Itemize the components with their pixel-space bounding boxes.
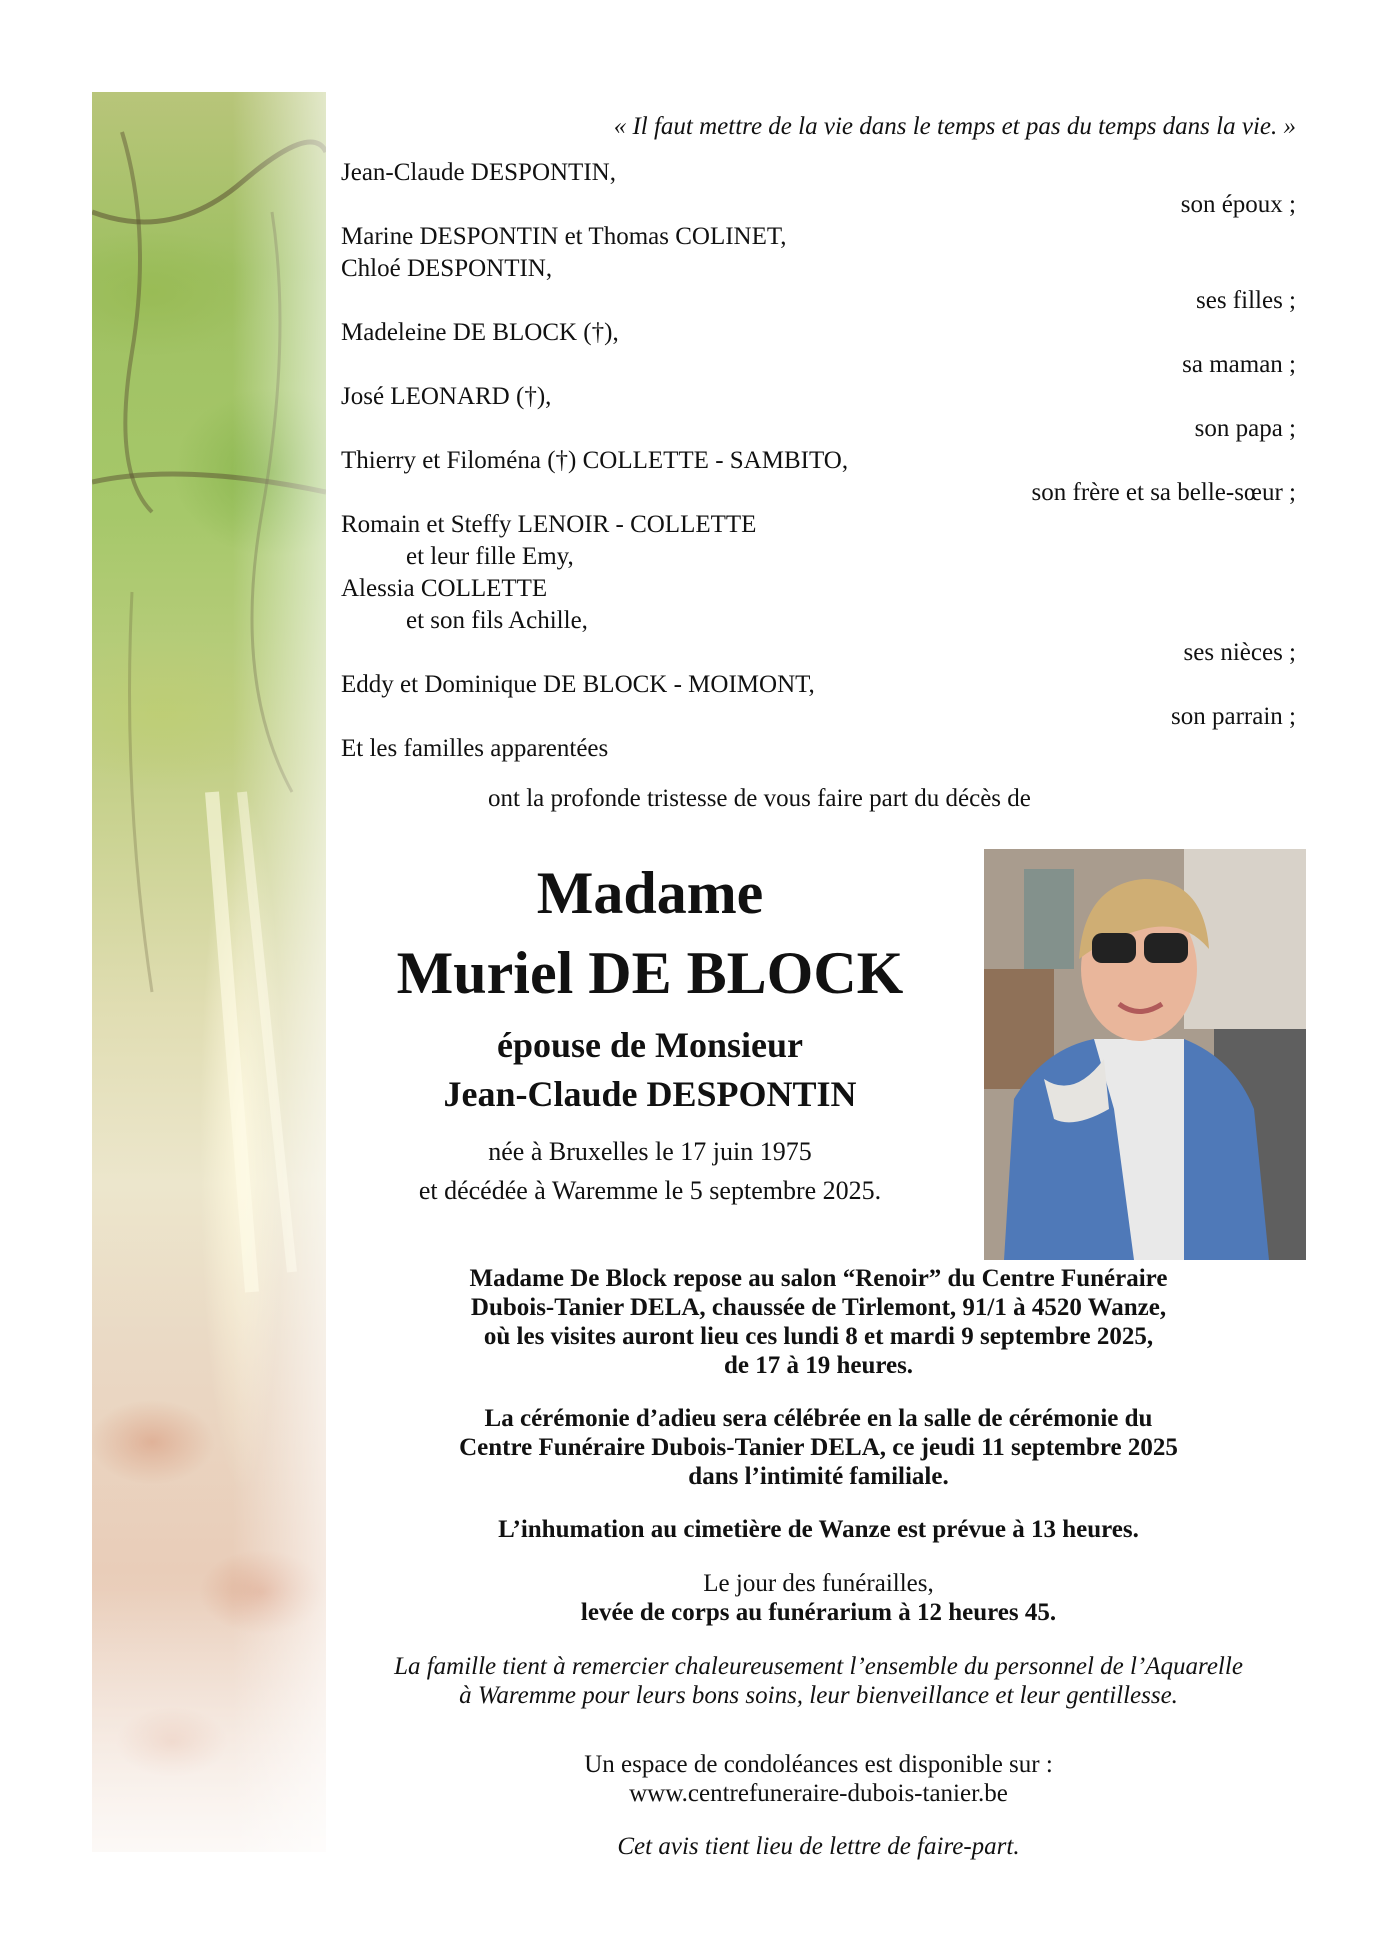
salon-line-2: Dubois-Tanier DELA, chaussée de Tirlemont, 91/1 à 4520 Wanze,	[470, 1294, 1167, 1321]
relation-husband: son époux ;	[1180, 191, 1296, 218]
salon-line-4: de 17 à 19 heures.	[723, 1352, 914, 1379]
relation-mother: sa maman ;	[1182, 351, 1296, 378]
spouse-line-2: Jean-Claude DESPONTIN	[443, 1074, 857, 1114]
family-brother: Thierry et Filoména (†) COLLETTE - SAMBITO,	[341, 447, 849, 474]
family-relatives: Et les familles apparentées	[341, 735, 609, 762]
salon-line-1: Madame De Block repose au salon “Renoir” du Centre Funéraire	[469, 1265, 1168, 1292]
birth-info: née à Bruxelles le 17 juin 1975	[488, 1137, 812, 1166]
footer-note: Cet avis tient lieu de lettre de faire-part.	[617, 1833, 1020, 1860]
condolences-url[interactable]: www.centrefuneraire-dubois-tanier.be	[629, 1780, 1008, 1807]
family-niece-1-child: et leur fille Emy,	[406, 543, 574, 570]
thanks-line-2: à Waremme pour leurs bons soins, leur bienveillance et leur gentillesse.	[459, 1682, 1178, 1709]
family-daughter-1: Marine DESPONTIN et Thomas COLINET,	[341, 223, 787, 250]
ceremony-line-1: La cérémonie d’adieu sera célébrée en la salle de cérémonie du	[484, 1405, 1153, 1432]
thanks-line-1: La famille tient à remercier chaleureusement l’ensemble du personnel de l’Aquarelle	[394, 1653, 1243, 1680]
forest-path-image	[92, 92, 326, 1852]
quote: « Il faut mettre de la vie dans le temps et pas du temps dans la vie. »	[613, 113, 1296, 140]
death-info: et décédée à Waremme le 5 septembre 2025.	[418, 1176, 882, 1205]
ceremony-line-2: Centre Funéraire Dubois-Tanier DELA, ce jeudi 11 septembre 2025	[459, 1434, 1178, 1461]
announcement: ont la profonde tristesse de vous faire part du décès de	[488, 785, 1031, 812]
family-daughter-2: Chloé DESPONTIN,	[341, 255, 553, 282]
relation-daughters: ses filles ;	[1196, 287, 1296, 314]
relation-brother: son frère et sa belle-sœur ;	[1031, 479, 1296, 506]
family-godfather: Eddy et Dominique DE BLOCK - MOIMONT,	[341, 671, 815, 698]
burial-info: L’inhumation au cimetière de Wanze est prévue à 13 heures.	[498, 1516, 1139, 1543]
family-husband: Jean-Claude DESPONTIN,	[341, 159, 616, 186]
condolences-line-1: Un espace de condoléances est disponible sur :	[584, 1751, 1053, 1778]
deceased-title: Madame	[536, 860, 764, 926]
family-father: José LEONARD (†),	[341, 383, 552, 410]
family-niece-2-child: et son fils Achille,	[406, 607, 588, 634]
relation-father: son papa ;	[1194, 415, 1296, 442]
family-niece-2: Alessia COLLETTE	[341, 575, 548, 602]
funeral-line-1: Le jour des funérailles,	[703, 1570, 934, 1597]
family-mother: Madeleine DE BLOCK (†),	[341, 319, 619, 346]
deceased-name: Muriel DE BLOCK	[396, 940, 904, 1006]
family-niece-1: Romain et Steffy LENOIR - COLLETTE	[341, 511, 757, 538]
relation-nieces: ses nièces ;	[1183, 639, 1296, 666]
salon-line-3: où les visites auront lieu ces lundi 8 et mardi 9 septembre 2025,	[483, 1323, 1154, 1350]
ceremony-line-3: dans l’intimité familiale.	[688, 1463, 949, 1490]
portrait-photo	[984, 849, 1306, 1260]
relation-godfather: son parrain ;	[1171, 703, 1296, 730]
spouse-line-1: épouse de Monsieur	[497, 1025, 803, 1065]
funeral-line-2: levée de corps au funérarium à 12 heures 45.	[580, 1599, 1057, 1626]
